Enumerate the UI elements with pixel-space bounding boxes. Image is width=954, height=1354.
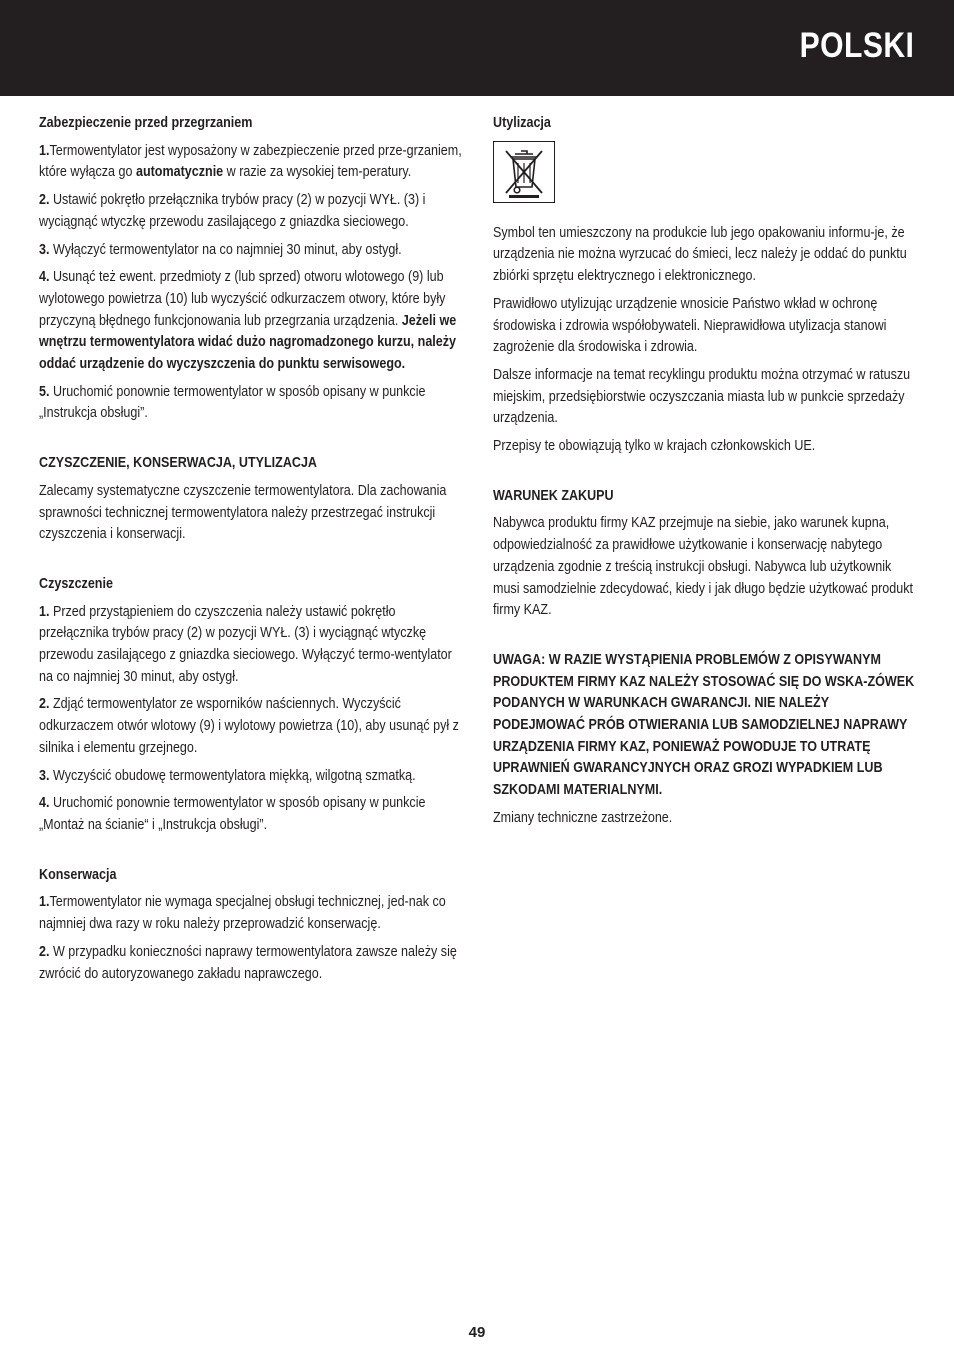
item-number: 2. (39, 943, 50, 960)
item-text: Przed przystąpieniem do czyszczenia należy ustawić pokrętło przełącznika trybów pracy (2) w pozycji WYŁ. (3) i wyciągnąć wtyczkę przewodu zasilającego z gniazdka sieciowego. Wyłączyć termo-wentylator na co najmniej 30 minut, aby ostygł. (39, 603, 452, 685)
item-text: Uruchomić ponownie termowentylator w sposób opisany w punkcie „Instrukcja obsługi”. (39, 383, 426, 422)
item-text: Wyłączyć termowentylator na co najmniej 30 minut, aby ostygł. (52, 241, 402, 258)
item-number: 3. (39, 767, 50, 784)
language-title: POLSKI (799, 26, 914, 65)
conservation-heading: Konserwacja (39, 866, 117, 883)
item-number: 4. (39, 795, 50, 812)
overheat-item-4 (39, 267, 463, 376)
purchase-heading: WARUNEK ZAKUPU (493, 487, 614, 504)
item-number: 1. (39, 894, 50, 911)
item-number: 1. (39, 142, 50, 159)
item-text: W przypadku konieczności naprawy termowentylatora zawsze należy się zwrócić do autoryzowanego zakładu naprawczego. (39, 943, 457, 982)
item-text: Uruchomić ponownie termowentylator w sposób opisany w punkcie „Montaż na ścianie“ i „Instrukcja obsługi”. (39, 795, 426, 833)
right-column (493, 113, 918, 836)
item-text: Wyczyścić obudowę termowentylatora miękką, wilgotną szmatką. (52, 767, 416, 784)
purchase-text: Nabywca produktu firmy KAZ przejmuje na siebie, jako warunek kupna, odpowiedzialność za prawidłowe użytkowanie i konserwację nabytego urządzenia zgodnie z treścią instrukcji obsługi. Nabywca lub użytkownik musi samodzielnie zdecydować, kiedy i jak długo będzie użytkować produkt firmy KAZ. (493, 515, 913, 619)
disposal-text-2: Prawidłowo utylizując urządzenie wnosicie Państwo wkład w ochronę środowiska i zdrowia współobywateli. Nieprawidłowa utylizacja stanowi zagrożenie dla środowiska i zdrowia. (493, 295, 887, 356)
overheat-item-1 (39, 141, 463, 184)
overheat-item-5 (39, 382, 463, 425)
overheat-heading: Zabezpieczenie przed przegrzaniem (39, 115, 253, 131)
conservation-item-2 (39, 942, 463, 985)
item-number: 1. (39, 603, 50, 620)
cleaning-item-4 (39, 793, 463, 836)
page-number: 49 (468, 1324, 486, 1341)
disposal-heading: Utylizacja (493, 115, 551, 131)
conservation-item-1 (39, 892, 463, 935)
cleaning-heading: Czyszczenie (39, 575, 113, 592)
disposal-text-1: Symbol ten umieszczony na produkcie lub jego opakowaniu informu-je, że urządzenia nie można wyrzucać do śmieci, lecz należy je oddać do punktu zbiórki sprzętu elektrycznego i elektronicznego. (493, 224, 907, 285)
item-number: 2. (39, 696, 50, 713)
cleaning-item-2 (39, 694, 463, 759)
item-text: Termowentylator nie wymaga specjalnej obsługi technicznej, jed-nak co najmniej dwa razy w roku należy przeprowadzić konserwację. (39, 894, 446, 933)
item-number: 3. (39, 241, 50, 258)
technical-changes-note: Zmiany techniczne zastrzeżone. (493, 809, 673, 826)
wheelie-bin-icon (501, 145, 547, 199)
item-emphasis: automatycznie (135, 164, 224, 181)
item-text: Termowentylator jest wyposażony w zabezpieczenie przed prze-grzaniem, które wyłącza go (39, 142, 462, 181)
cleaning-item-1 (39, 602, 463, 689)
item-text: Usunąć też ewent. przedmioty z (lub sprzed) otworu wlotowego (9) lub wylotowego powietrza (10) lub wyczyścić odkurzaczem otwory, które były przyczyną błędnego funkcjonowania lub przegrzania urządzenia. (39, 269, 446, 329)
item-emphasis: Jeżeli we wnętrzu termowentylatora widać dużo nagromadzonego kurzu, należy oddać urządzenie do wyczyszczenia do punktu serwisowego. (39, 312, 457, 373)
item-text: Zdjąć termowentylator ze wsporników naściennych. Wyczyścić odkurzaczem otwór wlotowy (9) i wylotowy powietrza (10), aby usunąć pył z silnika i elementu grzejnego. (39, 696, 459, 756)
item-number: 2. (39, 192, 50, 209)
crossed-out-wheelie-bin-icon (493, 141, 555, 203)
maintenance-text: Zalecamy systematyczne czyszczenie termowentylatora. Dla zachowania sprawności technicznej termowentylatora należy przestrzegać instrukcji czyszczenia i konserwacji. (39, 482, 447, 543)
maintenance-heading: CZYSZCZENIE, KONSERWACJA, UTYLIZACJA (39, 455, 317, 472)
warning-text: UWAGA: W RAZIE WYSTĄPIENIA PROBLEMÓW Z OPISYWANYM PRODUKTEM FIRMY KAZ NALEŻY STOSOWAĆ SIĘ DO WSKA-ZÓWEK PODANYCH W WARUNKACH GWARANCJI. NIE NALEŻY PODEJMOWAĆ PRÓB OTWIERANIA LUB SAMODZIELNEJ NAPRAWY URZĄDZENIA FIRMY KAZ, PONIEWAŻ POWODUJE TO UTRATĘ UPRAWNIEŃ GWARANCYJNYCH ORAZ GROZI WYPADKIEM LUB SZKODAMI MATERIALNYMI. (493, 651, 915, 799)
disposal-text-4: Przepisy te obowiązują tylko w krajach członkowskich UE. (493, 438, 816, 455)
item-number: 5. (39, 383, 50, 400)
item-text: Ustawić pokrętło przełącznika trybów pracy (2) w pozycji WYŁ. (3) i wyciągnąć wtyczkę przewodu zasilającego z gniazdka sieciowego. (39, 192, 426, 230)
warranty-warning (493, 650, 917, 802)
disposal-text-3: Dalsze informacje na temat recyklingu produktu można otrzymać w ratuszu miejskim, przedsiębiorstwie oczyszczania miasta lub w punkcie sprzedaży urządzenia. (493, 366, 911, 427)
left-column (39, 113, 464, 991)
item-text: w razie za wysokiej tem-peratury. (226, 164, 412, 181)
overheat-item-3 (39, 240, 463, 262)
cleaning-item-3 (39, 766, 463, 788)
item-number: 4. (39, 269, 50, 286)
overheat-item-2 (39, 190, 463, 233)
page-header (0, 0, 954, 96)
